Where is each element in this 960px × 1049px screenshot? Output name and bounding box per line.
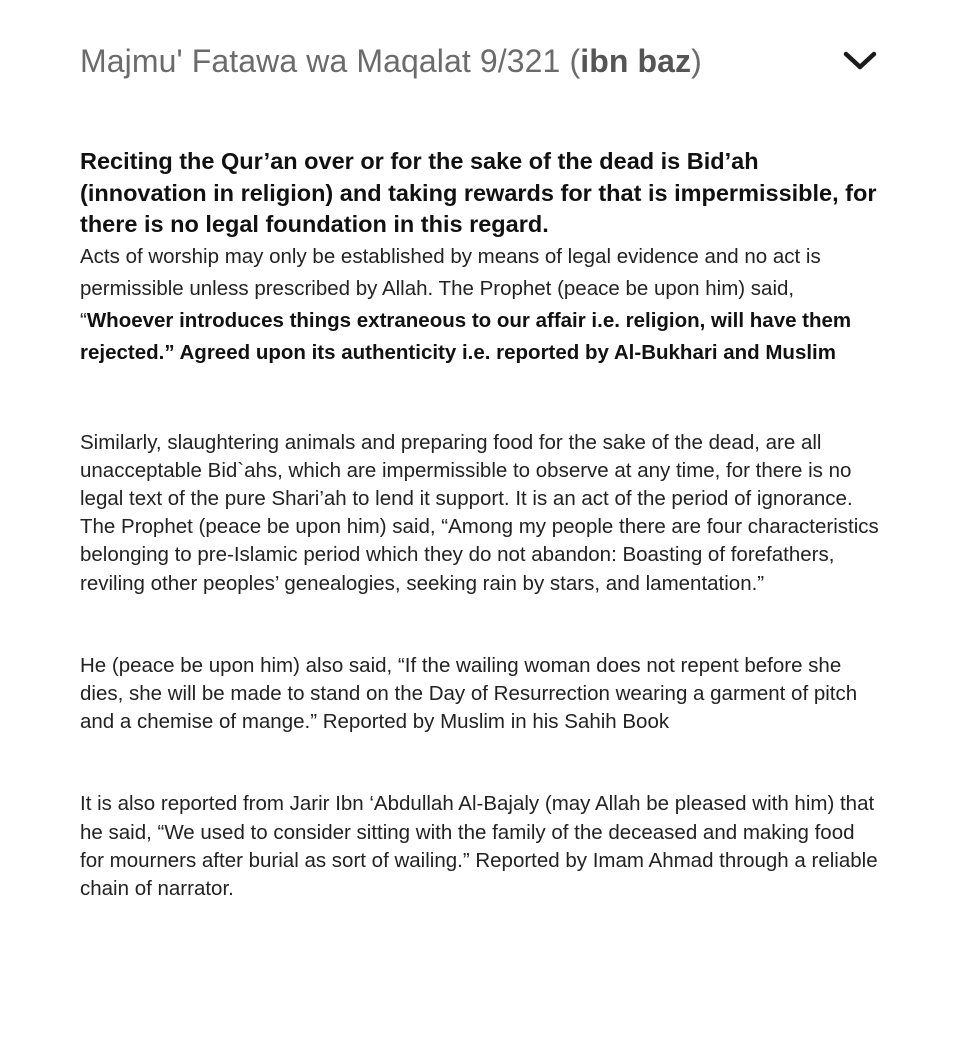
paragraph-3: He (peace be upon him) also said, “If the wailing woman does not repent before she dies, she will be made to stand on the Day of Resurrection wearing a garment of pitch and a chemise of mange.” Reported by Muslim in his Sahih Book [80,653,858,734]
article-body [80,146,880,903]
source-title [80,43,702,80]
paragraph-1-quote: Whoever introduces things extraneous to our affair i.e. religion, will have them rejected.” Agreed upon its authenticity i.e. reported by Al-Bukhari and Muslim [80,308,852,364]
paragraph-1-text: Acts of worship may only be established by means of legal evidence and no act is permissible unless prescribed by Allah. The Prophet (peace be upon him) said, “ [80,244,821,332]
paragraph-4: It is also reported from Jarir Ibn ‘Abdullah Al-Bajaly (may Allah be pleased with him) that he said, “We used to consider sitting with the family of the deceased and making food for mourners after burial as sort of wailing.” Reported by Imam Ahmad through a reliable chain of narrator. [80,792,878,900]
paragraph-1 [80,241,880,369]
source-title-suffix: ) [691,42,702,79]
paragraph-2: Similarly, slaughtering animals and preparing food for the sake of the dead, are all unacceptable Bid`ahs, which are impermissible to observe at any time, for there is no legal text of the pure Shari’ah to lend it support. It is an act of the period of ignorance. The Prophet (peace be upon him) said, “Among my people there are four characteristics belonging to pre-Islamic period which they do not abandon: Boasting of forefathers, reviling other peoples’ genealogies, seeking rain by stars, and lamentation.” [80,430,879,595]
source-header[interactable] [80,38,880,84]
article-heading: Reciting the Qur’an over or for the sake of the dead is Bid’ah (innovation in religion) and taking rewards for that is impermissible, for there is no legal foundation in this regard. [80,148,877,237]
source-author: ibn baz [580,42,692,79]
source-title-prefix: Majmu' Fatawa wa Maqalat 9/321 ( [80,42,581,79]
chevron-down-icon[interactable] [842,43,878,79]
